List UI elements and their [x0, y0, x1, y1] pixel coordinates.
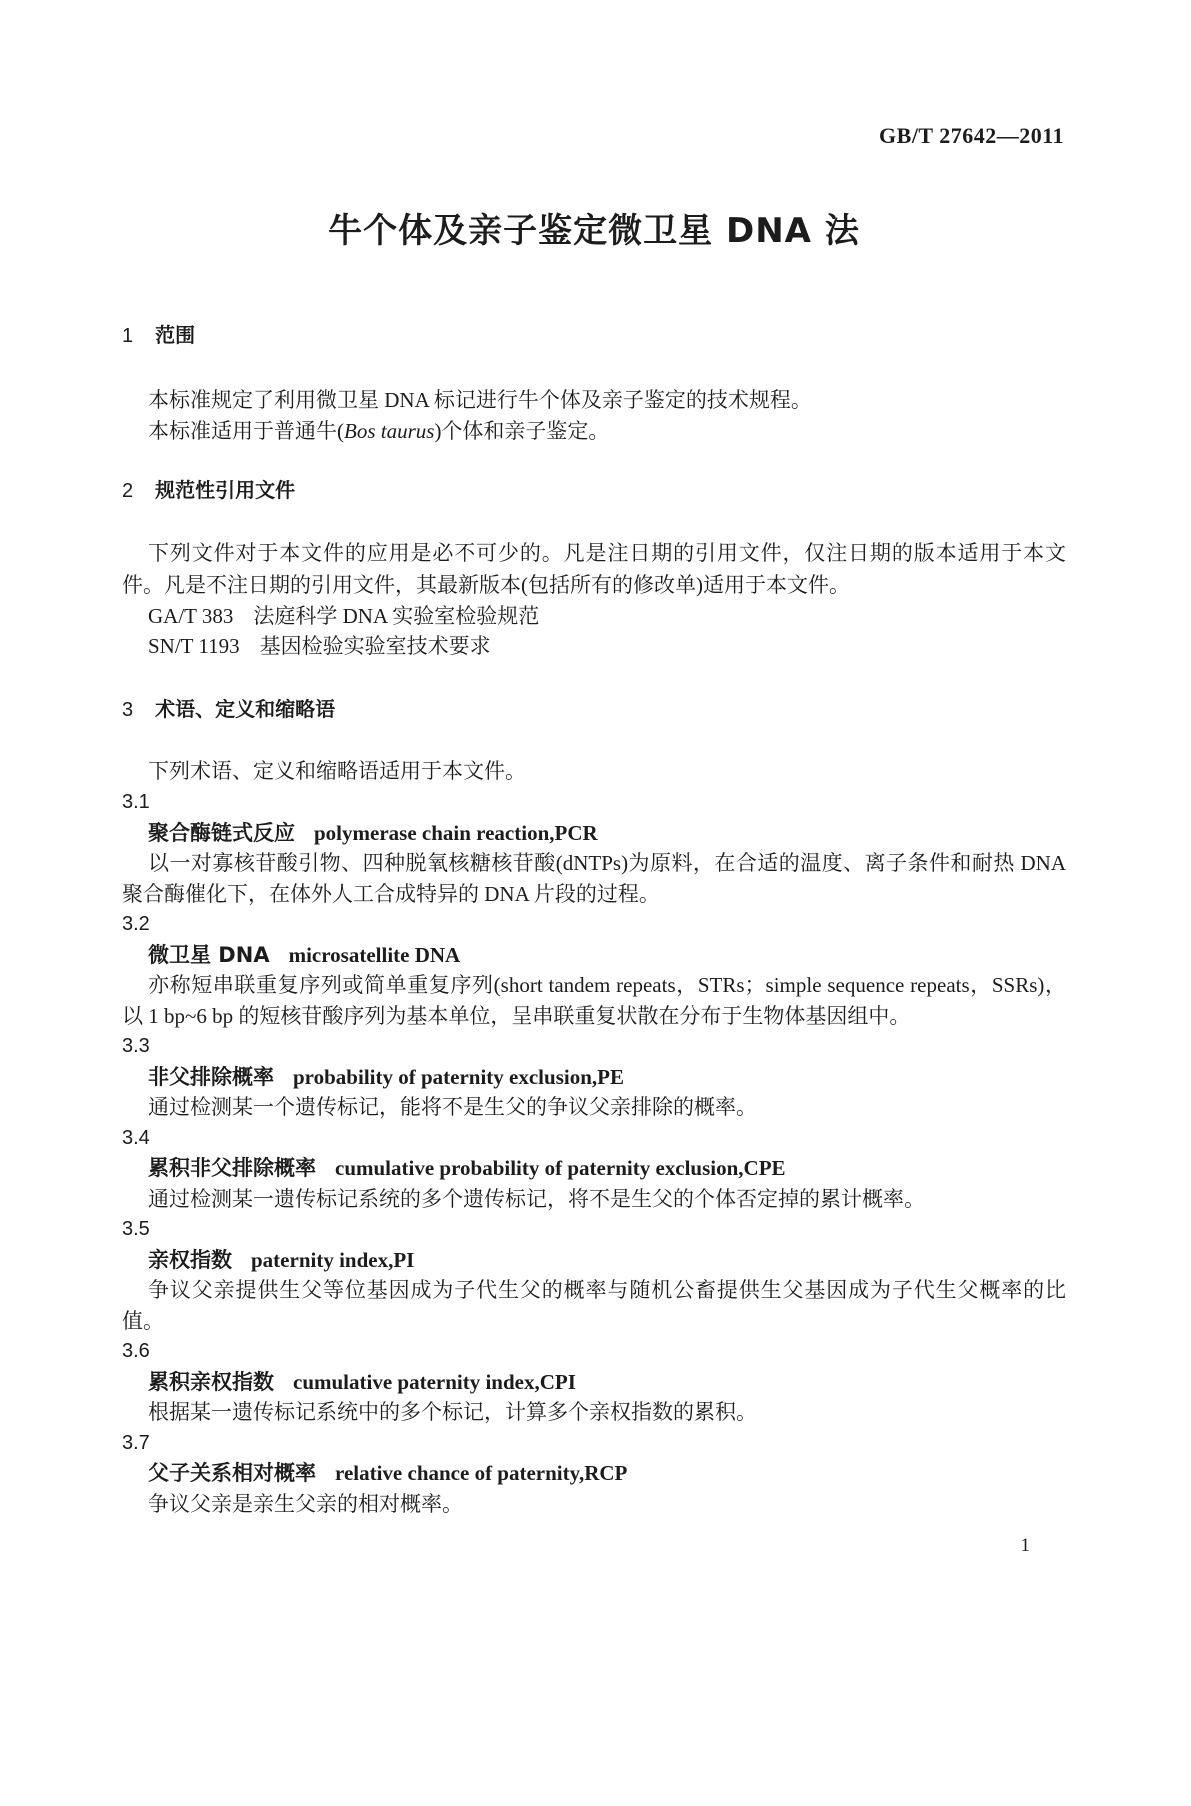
- term-item: [122, 1428, 1066, 1520]
- term-heading: [122, 940, 1066, 971]
- term-definition: 通过检测某一遗传标记系统的多个遗传标记，将不是生父的个体否定掉的累计概率。: [148, 1186, 925, 1211]
- section-1-title: 范围: [155, 323, 196, 347]
- term-number: 3.4: [122, 1126, 150, 1149]
- term-number: 3.7: [122, 1431, 150, 1454]
- term-english: relative chance of paternity,RCP: [335, 1461, 628, 1485]
- scope-paragraph-2-suffix: )个体和亲子鉴定。: [434, 419, 610, 443]
- section-2-title: 规范性引用文件: [155, 478, 296, 502]
- reference-code: GA/T 383: [148, 604, 234, 628]
- term-heading: [122, 818, 1066, 849]
- scope-paragraph-1: 本标准规定了利用微卫星 DNA 标记进行牛个体及亲子鉴定的技术规程。: [148, 388, 812, 412]
- term-english: cumulative paternity index,CPI: [293, 1369, 576, 1394]
- term-number: 3.2: [122, 913, 150, 935]
- term-item: [122, 787, 1066, 909]
- page-number: 1: [1020, 1535, 1030, 1556]
- term-chinese: 累积亲权指数: [148, 1369, 274, 1394]
- section-3-heading: [122, 696, 1066, 723]
- term-chinese: 累积非父排除概率: [148, 1156, 316, 1180]
- reference-item: [122, 631, 1066, 661]
- term-definition: 争议父亲提供生父等位基因成为子代生父的概率与随机公畜提供生父基因成为子代生父概率的比值。: [122, 1278, 1066, 1333]
- term-definition: 争议父亲是亲生父亲的相对概率。: [148, 1491, 463, 1516]
- scope-paragraph-2-prefix: 本标准适用于普通牛(: [148, 419, 344, 443]
- term-english: probability of paternity exclusion,PE: [293, 1064, 624, 1089]
- term-chinese: 非父排除概率: [148, 1064, 274, 1089]
- term-heading: [122, 1062, 1066, 1093]
- term-chinese: 微卫星 DNA: [148, 942, 270, 967]
- scope-paragraph-2: [122, 416, 1066, 447]
- term-item: [122, 1123, 1066, 1215]
- term-item: [122, 1031, 1066, 1123]
- term-chinese: 父子关系相对概率: [148, 1461, 316, 1485]
- term-heading: [122, 1458, 1066, 1489]
- term-number: 3.5: [122, 1218, 150, 1240]
- term-number: 3.6: [122, 1340, 150, 1362]
- section-1-heading: [122, 322, 1066, 349]
- term-heading: [122, 1367, 1066, 1398]
- document-title: 牛个体及亲子鉴定微卫星 DNA 法: [328, 211, 860, 251]
- term-heading: [122, 1153, 1066, 1184]
- term-number: 3.3: [122, 1035, 150, 1057]
- term-english: paternity index,PI: [251, 1247, 415, 1272]
- term-english: cumulative probability of paternity exclusion,CPE: [335, 1156, 786, 1180]
- term-english: microsatellite DNA: [288, 942, 461, 967]
- reference-code: SN/T 1193: [148, 634, 240, 658]
- terms-list: [122, 787, 1066, 1519]
- section-3-number: 3: [122, 699, 134, 721]
- reference-item: [122, 601, 1066, 631]
- document-page: [0, 122, 1191, 1806]
- section-2-heading: [122, 477, 1066, 504]
- standard-number: GB/T 27642—2011: [879, 123, 1064, 148]
- term-item: [122, 909, 1066, 1031]
- section-1-number: 1: [122, 325, 134, 347]
- term-english: polymerase chain reaction,PCR: [314, 820, 598, 845]
- reference-title: 法庭科学 DNA 实验室检验规范: [253, 604, 540, 628]
- species-name: Bos taurus: [344, 419, 435, 443]
- reference-title: 基因检验实验室技术要求: [259, 634, 491, 658]
- term-definition: 亦称短串联重复序列或简单重复序列(short tandem repeats，STRs；simple sequence repeats，SSRs)，以 1 bp~6 bp 的短核苷酸序列为基本单位，呈串联重复状散在分布于生物体基因组中。: [122, 973, 1066, 1028]
- term-number: 3.1: [122, 791, 150, 813]
- term-chinese: 亲权指数: [148, 1247, 232, 1272]
- terms-intro: 下列术语、定义和缩略语适用于本文件。: [148, 759, 526, 783]
- section-3-title: 术语、定义和缩略语: [155, 697, 336, 721]
- term-definition: 以一对寡核苷酸引物、四种脱氧核糖核苷酸(dNTPs)为原料，在合适的温度、离子条件和耐热 DNA 聚合酶催化下，在体外人工合成特异的 DNA 片段的过程。: [122, 851, 1066, 906]
- term-chinese: 聚合酶链式反应: [148, 820, 295, 845]
- term-definition: 根据某一遗传标记系统中的多个标记，计算多个亲权指数的累积。: [148, 1400, 757, 1424]
- term-heading: [122, 1245, 1066, 1276]
- normative-paragraph: 下列文件对于本文件的应用是必不可少的。凡是注日期的引用文件，仅注日期的版本适用于本文件。凡是不注日期的引用文件，其最新版本(包括所有的修改单)适用于本文件。: [122, 541, 1066, 597]
- term-item: [122, 1214, 1066, 1336]
- term-item: [122, 1336, 1066, 1428]
- term-definition: 通过检测某一个遗传标记，能将不是生父的争议父亲排除的概率。: [148, 1095, 757, 1119]
- section-2-number: 2: [122, 480, 134, 502]
